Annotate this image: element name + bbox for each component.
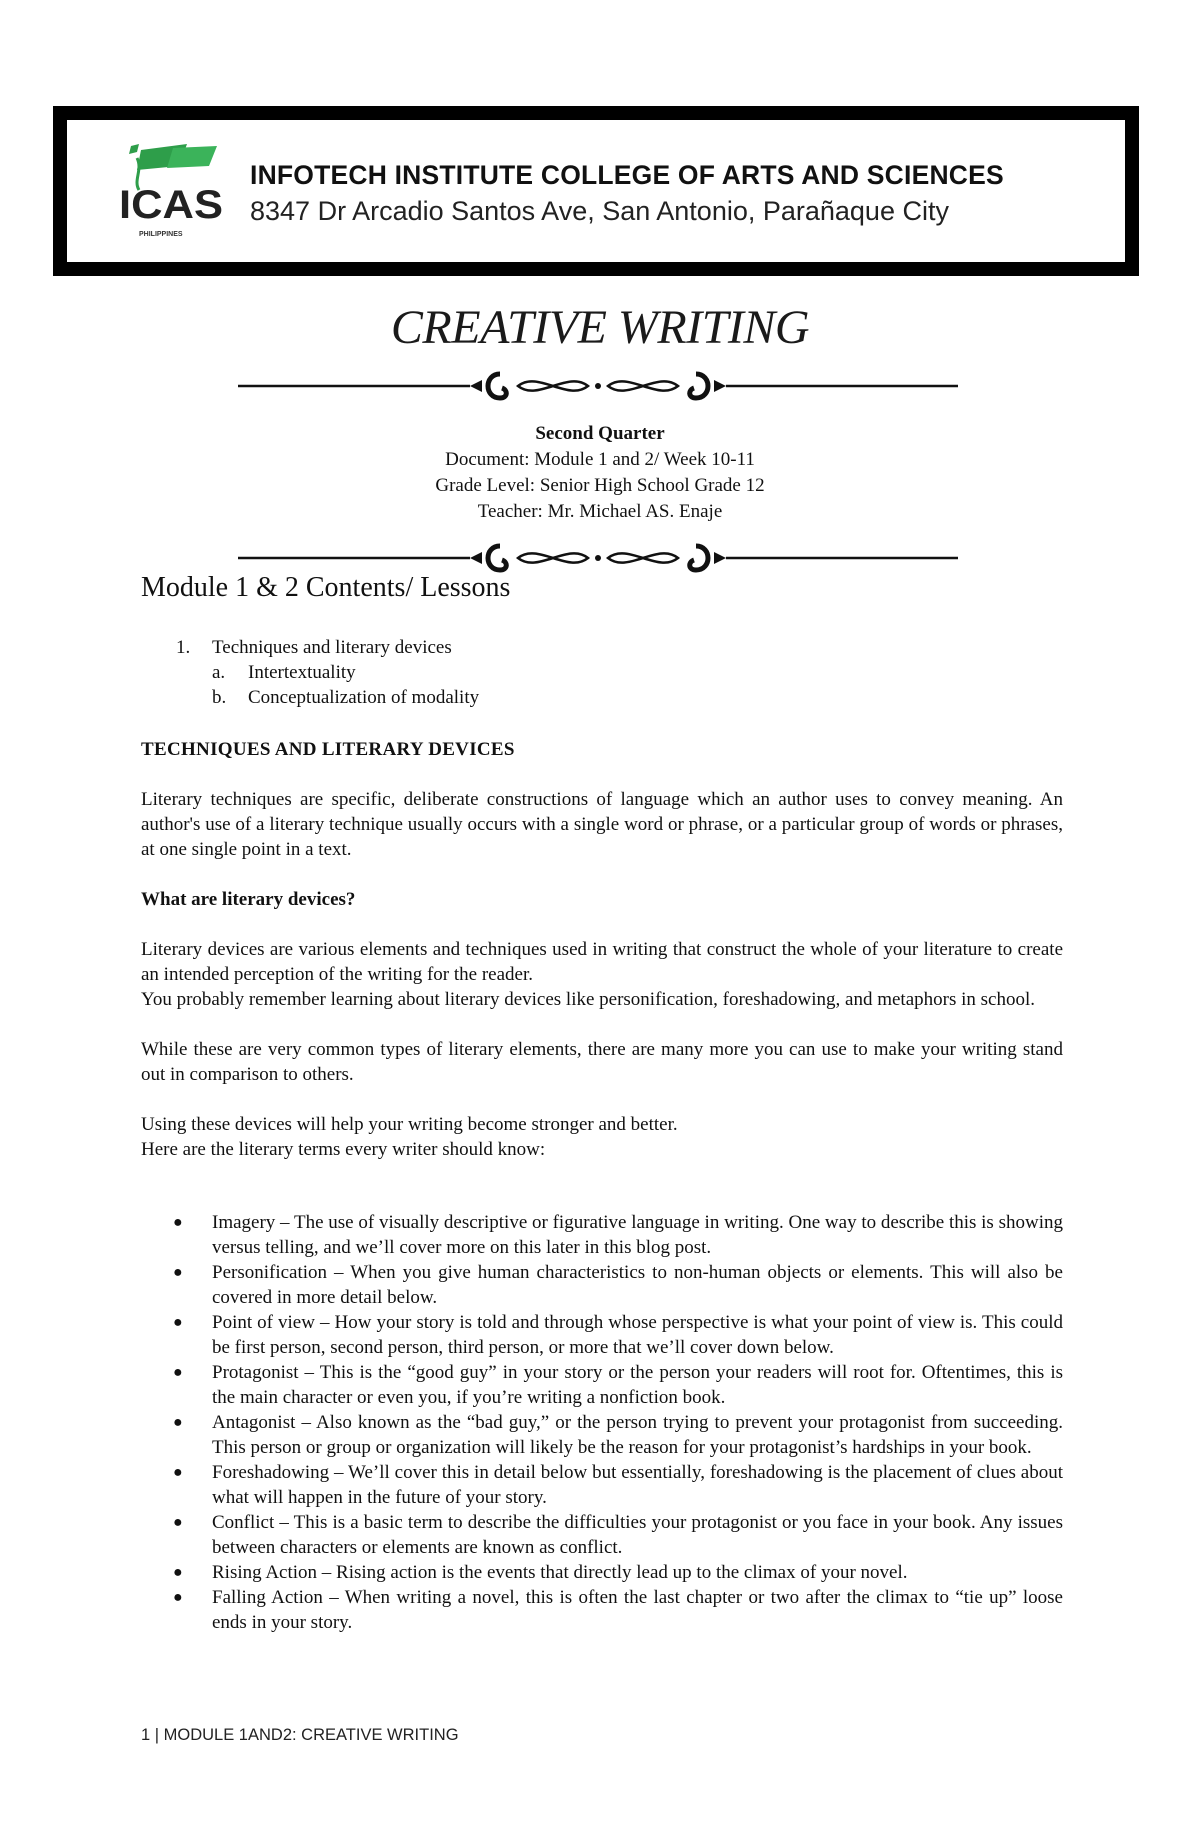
list-item [141,1360,1063,1410]
module-contents-heading: Module 1 & 2 Contents/ Lessons [141,572,511,603]
bullet-icon: ● [173,1514,183,1531]
bullet-icon: ● [173,1314,183,1331]
list-item [141,1210,1063,1260]
bullet-icon: ● [173,1264,183,1281]
list-number: 1. [176,637,191,658]
list-letter: b. [212,687,227,708]
bullet-icon: ● [173,1589,183,1606]
logo-text: ICAS [119,183,223,227]
ornamental-divider-top [238,366,958,406]
bullet-icon: ● [173,1414,183,1431]
bullet-icon: ● [173,1564,183,1581]
paragraph: Literary devices are various elements and techniques used in writing that construct the whole of your literature to create an intended perception of the writing for the reader. [141,939,1063,985]
grade-level-label: Grade Level: Senior High School Grade 12 [435,475,765,496]
term-text: Imagery – The use of visually descriptive or figurative language in writing. One way to describe this is showing versus telling, and we’ll cover more on this later in this blog post. [212,1212,1063,1258]
institution-address: 8347 Dr Arcadio Santos Ave, San Antonio, Parañaque City [250,196,949,226]
term-text: Antagonist – Also known as the “bad guy,” or the person trying to prevent your protagonist from succeeding. This person or group or organization will likely be the reason for your protagonist’s hardships in your book. [212,1412,1063,1458]
term-text: Protagonist – This is the “good guy” in your story or the person your readers will root for. Oftentimes, this is the main character or even you, if you’re writing a nonfiction book. [212,1362,1063,1408]
page-footer: 1 | MODULE 1AND2: CREATIVE WRITING [141,1726,459,1744]
paragraph: Here are the literary terms every writer should know: [141,1139,546,1160]
list-item [141,1510,1063,1560]
document-title: CREATIVE WRITING [390,301,810,354]
list-item-text: Techniques and literary devices [212,637,452,658]
list-item [141,1560,1063,1585]
term-text: Rising Action – Rising action is the events that directly lead up to the climax of your novel. [212,1562,908,1583]
list-item [141,1310,1063,1360]
term-text: Falling Action – When writing a novel, this is often the last chapter or two after the climax to “tie up” loose ends in your story. [212,1587,1063,1633]
term-text: Personification – When you give human characteristics to non-human objects or elements. This will also be covered in more detail below. [212,1262,1063,1308]
term-text: Foreshadowing – We’ll cover this in detail below but essentially, foreshadowing is the placement of clues about what will happen in the future of your story. [212,1462,1063,1508]
quarter-label: Second Quarter [535,423,665,444]
list-item [141,1260,1063,1310]
section-heading: TECHNIQUES AND LITERARY DEVICES [141,739,515,760]
document-meta [0,421,1200,525]
term-text: Point of view – How your story is told and through whose perspective is what your point of view is. This could be first person, second person, third person, or more that we’ll cover down below. [212,1312,1063,1358]
intro-paragraph: Literary techniques are specific, deliberate constructions of language which an author uses to convey meaning. An author's use of a literary technique usually occurs with a single word or phrase, or a particular group of words or phrases, at one single point in a text. [141,789,1063,860]
list-item [141,1460,1063,1510]
literary-terms-list [141,1210,1063,1635]
icas-logo [117,140,227,245]
bullet-icon: ● [173,1464,183,1481]
paragraph: Using these devices will help your writing become stronger and better. [141,1114,678,1135]
teacher-label: Teacher: Mr. Michael AS. Enaje [477,501,723,522]
logo-subtext: PHILIPPINES [139,231,183,238]
paragraph: You probably remember learning about literary devices like personification, foreshadowing, and metaphors in school. [141,989,1035,1010]
bullet-icon: ● [173,1214,183,1231]
document-label: Document: Module 1 and 2/ Week 10-11 [445,449,755,470]
paragraph: While these are very common types of literary elements, there are many more you can use to make your writing stand out in comparison to others. [141,1039,1063,1085]
list-item-text: Conceptualization of modality [248,687,480,708]
list-item-text: Intertextuality [248,662,356,683]
institution-name: INFOTECH INSTITUTE COLLEGE OF ARTS AND SCIENCES [250,160,1004,190]
question-heading: What are literary devices? [141,889,356,910]
section-techniques [141,737,1063,1162]
institution-header [53,106,1139,276]
list-item [141,1410,1063,1460]
term-text: Conflict – This is a basic term to describe the difficulties your protagonist or you face in your book. Any issues between characters or elements are known as conflict. [212,1512,1063,1558]
list-letter: a. [212,662,226,683]
list-item [141,1585,1063,1635]
bullet-icon: ● [173,1364,183,1381]
